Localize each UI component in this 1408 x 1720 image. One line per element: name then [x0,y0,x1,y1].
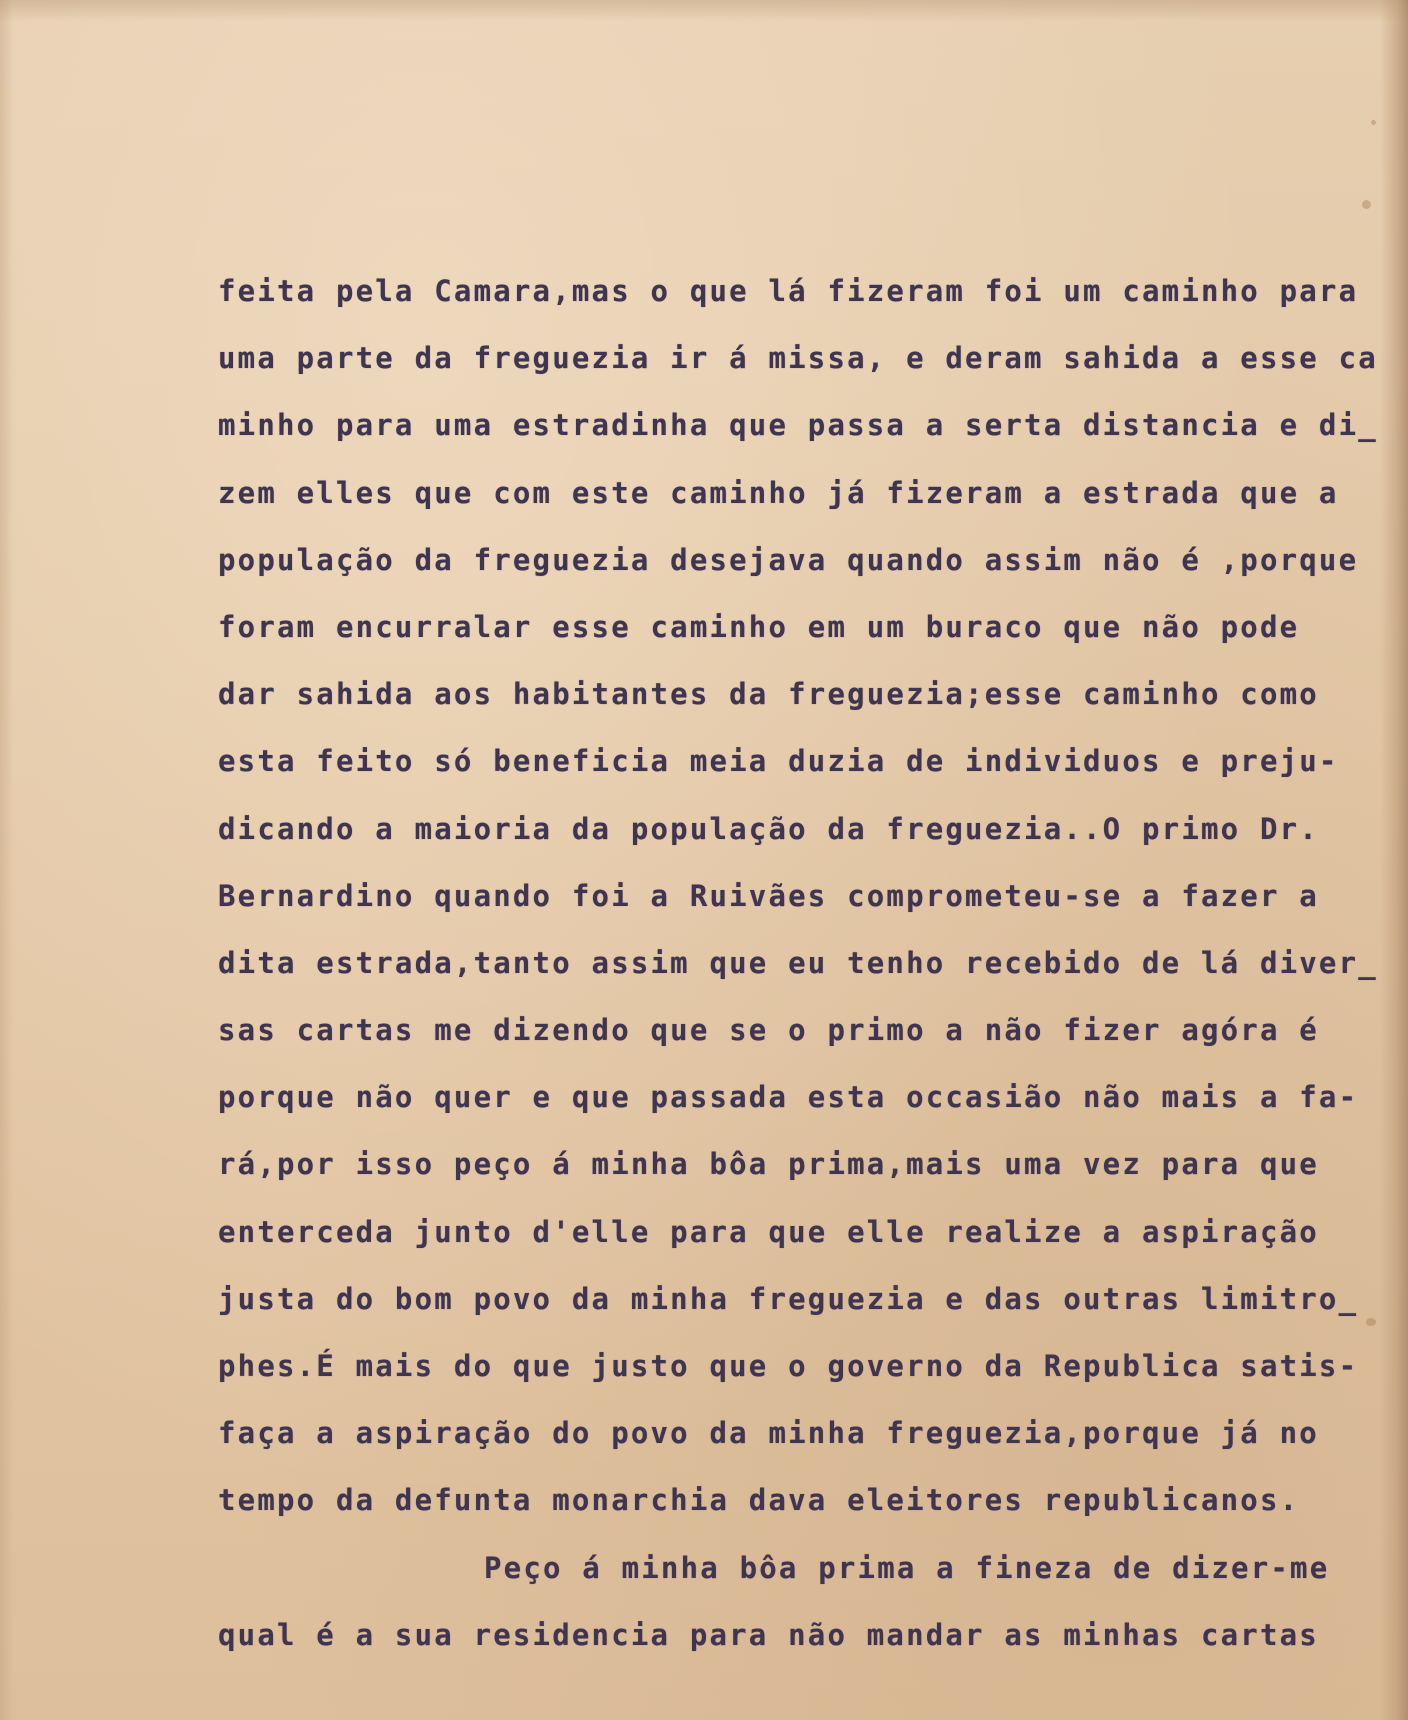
letter-line: uma parte da freguezia ir á missa, e deram sahida a esse ca [218,341,1378,376]
letter-line: rá,por isso peço á minha bôa prima,mais uma vez para que [218,1147,1319,1182]
letter-line: justa do bom povo da minha freguezia e das outras limitro_ [218,1281,1359,1316]
paper-top-edge [0,0,1408,22]
letter-line: phes.É mais do que justo que o governo da Republica satis- [218,1349,1359,1383]
letter-line: foram encurralar esse caminho em um buraco que não pode [218,609,1300,644]
letter-line: minho para uma estradinha que passa a serta distancia e di_ [218,408,1378,443]
letter-line: faça a aspiração do povo da minha freguezia,porque já no [218,1416,1319,1451]
letter-line: população da freguezia desejava quando assim não é ,porque [218,542,1359,577]
letter-line: porque não quer e que passada esta occasião não mais a fa- [218,1080,1359,1115]
letter-line-indented: Peço á minha bôa prima a fineza de dizer-me [484,1550,1330,1585]
letter-line: tempo da defunta monarchia dava eleitores republicanos. [218,1483,1300,1518]
letter-body [218,258,1398,1669]
letter-line: dicando a maioria da população da freguezia..O primo Dr. [218,811,1319,846]
paper-left-edge [0,0,14,1720]
paper-stain [1371,120,1376,125]
paper-stain [1362,200,1371,209]
letter-line: Bernardino quando foi a Ruivães comprometeu-se a fazer a [218,878,1319,913]
letter-line: zem elles que com este caminho já fizeram a estrada que a [218,475,1339,510]
letter-line: esta feito só beneficia meia duzia de individuos e preju- [218,744,1339,779]
letter-line: qual é a sua residencia para não mandar as minhas cartas [218,1617,1319,1652]
letter-line: enterceda junto d'elle para que elle realize a aspiração [218,1214,1319,1249]
letter-line: sas cartas me dizendo que se o primo a não fizer agóra é [218,1013,1319,1048]
letter-line: dita estrada,tanto assim que eu tenho recebido de lá diver_ [218,945,1378,980]
letter-line: feita pela Camara,mas o que lá fizeram foi um caminho para [218,274,1359,308]
letter-line: dar sahida aos habitantes da freguezia;esse caminho como [218,677,1319,712]
